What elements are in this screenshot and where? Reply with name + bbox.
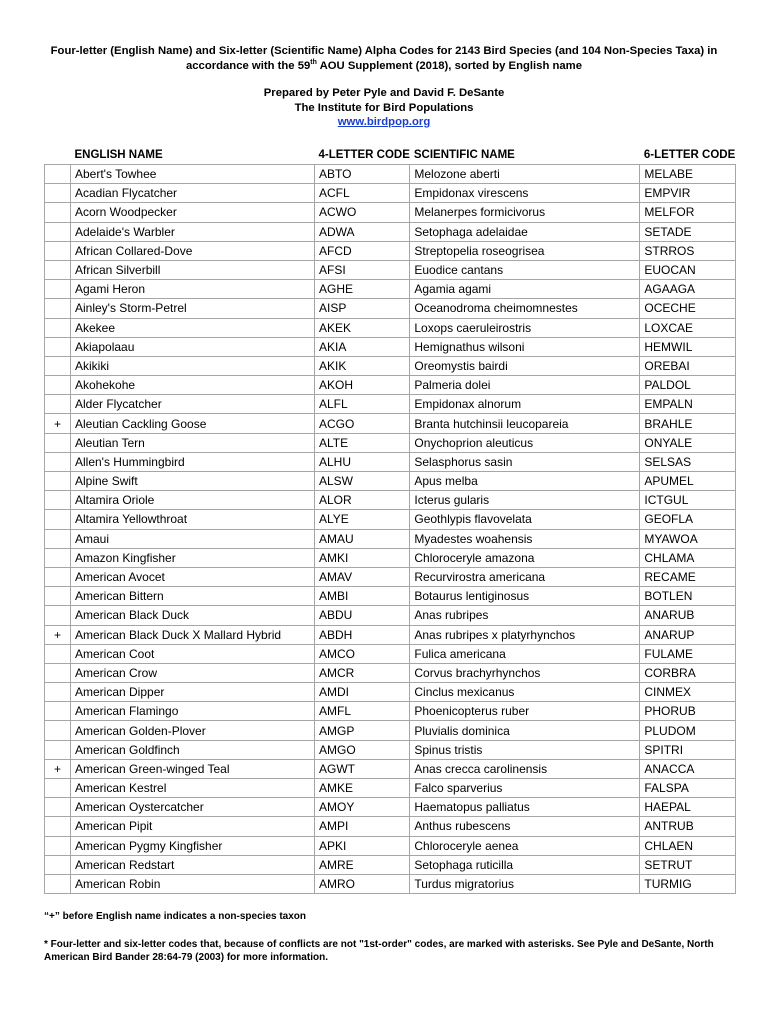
table-row	[45, 548, 736, 567]
english-name-cell: Amaui	[71, 529, 315, 548]
four-letter-code-cell: AISP	[315, 299, 410, 318]
scientific-name-cell: Botaurus lentiginosus	[410, 587, 640, 606]
four-letter-code-cell: ACFL	[315, 184, 410, 203]
footnote-nonspecies: “+” before English name indicates a non-species taxon	[44, 911, 307, 922]
row-marker	[45, 299, 71, 318]
six-letter-code-cell: ANARUP	[640, 625, 735, 644]
scientific-name-cell: Empidonax virescens	[410, 184, 640, 203]
four-letter-code-cell: AMKE	[315, 779, 410, 798]
scientific-name-cell: Anthus rubescens	[410, 817, 640, 836]
row-marker	[45, 203, 71, 222]
scientific-name-cell: Oceanodroma cheimomnestes	[410, 299, 640, 318]
table-row	[45, 683, 736, 702]
scientific-name-cell: Selasphorus sasin	[410, 452, 640, 471]
six-letter-code-cell: SETRUT	[640, 855, 735, 874]
six-letter-code-cell: PHORUB	[640, 702, 735, 721]
four-letter-code-cell: AMCO	[315, 644, 410, 663]
scientific-name-cell: Icterus gularis	[410, 491, 640, 510]
scientific-name-cell: Falco sparverius	[410, 779, 640, 798]
scientific-name-cell: Anas crecca carolinensis	[410, 759, 640, 778]
english-name-cell: Altamira Yellowthroat	[71, 510, 315, 529]
title-superscript: th	[310, 58, 317, 66]
scientific-name-cell: Branta hutchinsii leucopareia	[410, 414, 640, 433]
six-letter-code-cell: SPITRI	[640, 740, 735, 759]
english-name-cell: Acorn Woodpecker	[71, 203, 315, 222]
six-letter-code-cell: ANACCA	[640, 759, 735, 778]
four-letter-code-cell: ALSW	[315, 472, 410, 491]
row-marker	[45, 260, 71, 279]
table-row	[45, 280, 736, 299]
table-row	[45, 510, 736, 529]
table-row	[45, 740, 736, 759]
table-row	[45, 567, 736, 586]
english-name-cell: Aleutian Tern	[71, 433, 315, 452]
six-letter-code-cell: EMPALN	[640, 395, 735, 414]
column-header-english-name: ENGLISH NAME	[74, 149, 163, 161]
english-name-cell: American Black Duck	[71, 606, 315, 625]
scientific-name-cell: Turdus migratorius	[410, 874, 640, 893]
table-row	[45, 395, 736, 414]
four-letter-code-cell: AMGO	[315, 740, 410, 759]
four-letter-code-cell: ALYE	[315, 510, 410, 529]
row-marker: +	[45, 759, 71, 778]
scientific-name-cell: Loxops caeruleirostris	[410, 318, 640, 337]
website-link[interactable]: www.birdpop.org	[337, 116, 431, 128]
row-marker	[45, 855, 71, 874]
scientific-name-cell: Palmeria dolei	[410, 376, 640, 395]
english-name-cell: American Kestrel	[71, 779, 315, 798]
table-row	[45, 606, 736, 625]
table-row	[45, 721, 736, 740]
english-name-cell: African Collared-Dove	[71, 241, 315, 260]
six-letter-code-cell: PLUDOM	[640, 721, 735, 740]
scientific-name-cell: Recurvirostra americana	[410, 567, 640, 586]
english-name-cell: American Goldfinch	[71, 740, 315, 759]
six-letter-code-cell: APUMEL	[640, 472, 735, 491]
table-row	[45, 491, 736, 510]
six-letter-code-cell: OCECHE	[640, 299, 735, 318]
institute-name: The Institute for Bird Populations	[294, 101, 474, 114]
six-letter-code-cell: CHLAEN	[640, 836, 735, 855]
table-row	[45, 376, 736, 395]
table-row	[45, 855, 736, 874]
four-letter-code-cell: AGHE	[315, 280, 410, 299]
english-name-cell: American Oystercatcher	[71, 798, 315, 817]
scientific-name-cell: Anas rubripes	[410, 606, 640, 625]
english-name-cell: Akikiki	[71, 356, 315, 375]
row-marker	[45, 721, 71, 740]
scientific-name-cell: Melozone aberti	[410, 165, 640, 184]
english-name-cell: Alpine Swift	[71, 472, 315, 491]
six-letter-code-cell: SETADE	[640, 222, 735, 241]
scientific-name-cell: Agamia agami	[410, 280, 640, 299]
row-marker	[45, 510, 71, 529]
row-marker	[45, 740, 71, 759]
scientific-name-cell: Hemignathus wilsoni	[410, 337, 640, 356]
four-letter-code-cell: ABTO	[315, 165, 410, 184]
six-letter-code-cell: ANTRUB	[640, 817, 735, 836]
six-letter-code-cell: CHLAMA	[640, 548, 735, 567]
english-name-cell: American Robin	[71, 874, 315, 893]
english-name-cell: American Avocet	[71, 567, 315, 586]
row-marker	[45, 779, 71, 798]
row-marker	[45, 683, 71, 702]
table-row	[45, 203, 736, 222]
alpha-code-table	[44, 146, 736, 894]
row-marker	[45, 644, 71, 663]
six-letter-code-cell: ANARUB	[640, 606, 735, 625]
six-letter-code-cell: FALSPA	[640, 779, 735, 798]
scientific-name-cell: Fulica americana	[410, 644, 640, 663]
four-letter-code-cell: AMGP	[315, 721, 410, 740]
four-letter-code-cell: AMAV	[315, 567, 410, 586]
row-marker	[45, 184, 71, 203]
six-letter-code-cell: GEOFLA	[640, 510, 735, 529]
english-name-cell: Alder Flycatcher	[71, 395, 315, 414]
four-letter-code-cell: AMBI	[315, 587, 410, 606]
footnote-asterisk: * Four-letter and six-letter codes that, because of conflicts are not "1st-order" codes, are marked with asterisks. See Pyle and DeSante, North American Bird Bander 28:64-79 (2003) for more information.	[44, 939, 714, 963]
table-row	[45, 836, 736, 855]
four-letter-code-cell: ADWA	[315, 222, 410, 241]
table-row	[45, 414, 736, 433]
six-letter-code-cell: SELSAS	[640, 452, 735, 471]
six-letter-code-cell: PALDOL	[640, 376, 735, 395]
six-letter-code-cell: EMPVIR	[640, 184, 735, 203]
four-letter-code-cell: AKEK	[315, 318, 410, 337]
table-row	[45, 644, 736, 663]
english-name-cell: American Bittern	[71, 587, 315, 606]
english-name-cell: Abert's Towhee	[71, 165, 315, 184]
english-name-cell: Akohekohe	[71, 376, 315, 395]
table-row	[45, 433, 736, 452]
six-letter-code-cell: TURMIG	[640, 874, 735, 893]
row-marker: +	[45, 414, 71, 433]
six-letter-code-cell: ONYALE	[640, 433, 735, 452]
six-letter-code-cell: HEMWIL	[640, 337, 735, 356]
table-row	[45, 587, 736, 606]
scientific-name-cell: Anas rubripes x platyrhynchos	[410, 625, 640, 644]
four-letter-code-cell: ABDH	[315, 625, 410, 644]
six-letter-code-cell: MELABE	[640, 165, 735, 184]
table-row	[45, 663, 736, 682]
english-name-cell: Allen's Hummingbird	[71, 452, 315, 471]
english-name-cell: Ainley's Storm-Petrel	[71, 299, 315, 318]
english-name-cell: Agami Heron	[71, 280, 315, 299]
row-marker	[45, 472, 71, 491]
six-letter-code-cell: EUOCAN	[640, 260, 735, 279]
row-marker	[45, 280, 71, 299]
table-row	[45, 625, 736, 644]
english-name-cell: American Crow	[71, 663, 315, 682]
six-letter-code-cell: HAEPAL	[640, 798, 735, 817]
english-name-cell: Altamira Oriole	[71, 491, 315, 510]
scientific-name-cell: Corvus brachyrhynchos	[410, 663, 640, 682]
four-letter-code-cell: AMFL	[315, 702, 410, 721]
english-name-cell: Aleutian Cackling Goose	[71, 414, 315, 433]
table-row	[45, 241, 736, 260]
row-marker	[45, 874, 71, 893]
english-name-cell: Akiapolaau	[71, 337, 315, 356]
prepared-by: Prepared by Peter Pyle and David F. DeSante	[263, 87, 505, 99]
scientific-name-cell: Onychoprion aleuticus	[410, 433, 640, 452]
scientific-name-cell: Streptopelia roseogrisea	[410, 241, 640, 260]
four-letter-code-cell: AMOY	[315, 798, 410, 817]
row-marker	[45, 587, 71, 606]
column-header-4-letter-code: 4-LETTER CODE	[318, 149, 410, 161]
four-letter-code-cell: AMPI	[315, 817, 410, 836]
english-name-cell: American Green-winged Teal	[71, 759, 315, 778]
four-letter-code-cell: ACGO	[315, 414, 410, 433]
alpha-code-table-container	[44, 146, 736, 894]
six-letter-code-cell: OREBAI	[640, 356, 735, 375]
row-marker	[45, 241, 71, 260]
table-row	[45, 165, 736, 184]
row-marker	[45, 222, 71, 241]
table-row	[45, 472, 736, 491]
row-marker	[45, 165, 71, 184]
table-row	[45, 779, 736, 798]
four-letter-code-cell: AKIK	[315, 356, 410, 375]
four-letter-code-cell: AMRE	[315, 855, 410, 874]
row-marker	[45, 798, 71, 817]
english-name-cell: American Redstart	[71, 855, 315, 874]
table-row	[45, 260, 736, 279]
scientific-name-cell: Setophaga ruticilla	[410, 855, 640, 874]
row-marker: +	[45, 625, 71, 644]
english-name-cell: Amazon Kingfisher	[71, 548, 315, 567]
english-name-cell: American Pygmy Kingfisher	[71, 836, 315, 855]
table-header-row	[45, 146, 736, 165]
row-marker	[45, 356, 71, 375]
six-letter-code-cell: BRAHLE	[640, 414, 735, 433]
four-letter-code-cell: AMCR	[315, 663, 410, 682]
six-letter-code-cell: MELFOR	[640, 203, 735, 222]
six-letter-code-cell: BOTLEN	[640, 587, 735, 606]
row-marker	[45, 529, 71, 548]
row-marker	[45, 337, 71, 356]
six-letter-code-cell: ICTGUL	[640, 491, 735, 510]
scientific-name-cell: Oreomystis bairdi	[410, 356, 640, 375]
english-name-cell: American Coot	[71, 644, 315, 663]
scientific-name-cell: Pluvialis dominica	[410, 721, 640, 740]
table-row	[45, 702, 736, 721]
scientific-name-cell: Setophaga adelaidae	[410, 222, 640, 241]
english-name-cell: American Dipper	[71, 683, 315, 702]
english-name-cell: Akekee	[71, 318, 315, 337]
row-marker	[45, 318, 71, 337]
table-row	[45, 356, 736, 375]
table-row	[45, 817, 736, 836]
four-letter-code-cell: AMKI	[315, 548, 410, 567]
scientific-name-cell: Apus melba	[410, 472, 640, 491]
four-letter-code-cell: AMDI	[315, 683, 410, 702]
english-name-cell: Adelaide's Warbler	[71, 222, 315, 241]
six-letter-code-cell: STRROS	[640, 241, 735, 260]
four-letter-code-cell: AKIA	[315, 337, 410, 356]
four-letter-code-cell: AMAU	[315, 529, 410, 548]
table-row	[45, 529, 736, 548]
column-header-scientific-name: SCIENTIFIC NAME	[413, 149, 515, 161]
four-letter-code-cell: AFCD	[315, 241, 410, 260]
scientific-name-cell: Geothlypis flavovelata	[410, 510, 640, 529]
table-row	[45, 798, 736, 817]
six-letter-code-cell: CORBRA	[640, 663, 735, 682]
scientific-name-cell: Chloroceryle amazona	[410, 548, 640, 567]
row-marker	[45, 376, 71, 395]
scientific-name-cell: Spinus tristis	[410, 740, 640, 759]
english-name-cell: African Silverbill	[71, 260, 315, 279]
table-row	[45, 337, 736, 356]
title-text-part1: Four-letter (English Name) and Six-letter (Scientific Name) Alpha Codes for 2143 Bird Species (and 104 Non-Species Taxa) in accordance with the 59	[50, 45, 718, 72]
scientific-name-cell: Myadestes woahensis	[410, 529, 640, 548]
english-name-cell: American Golden-Plover	[71, 721, 315, 740]
scientific-name-cell: Melanerpes formicivorus	[410, 203, 640, 222]
row-marker	[45, 567, 71, 586]
scientific-name-cell: Cinclus mexicanus	[410, 683, 640, 702]
four-letter-code-cell: ALOR	[315, 491, 410, 510]
scientific-name-cell: Phoenicopterus ruber	[410, 702, 640, 721]
four-letter-code-cell: ALFL	[315, 395, 410, 414]
english-name-cell: Acadian Flycatcher	[71, 184, 315, 203]
six-letter-code-cell: RECAME	[640, 567, 735, 586]
scientific-name-cell: Chloroceryle aenea	[410, 836, 640, 855]
row-marker	[45, 817, 71, 836]
row-marker	[45, 452, 71, 471]
table-row	[45, 874, 736, 893]
row-marker	[45, 606, 71, 625]
scientific-name-cell: Haematopus palliatus	[410, 798, 640, 817]
six-letter-code-cell: AGAAGA	[640, 280, 735, 299]
six-letter-code-cell: MYAWOA	[640, 529, 735, 548]
four-letter-code-cell: AKOH	[315, 376, 410, 395]
four-letter-code-cell: AGWT	[315, 759, 410, 778]
table-row	[45, 184, 736, 203]
four-letter-code-cell: AFSI	[315, 260, 410, 279]
four-letter-code-cell: AMRO	[315, 874, 410, 893]
row-marker	[45, 395, 71, 414]
four-letter-code-cell: APKI	[315, 836, 410, 855]
title-text-part2: AOU Supplement (2018), sorted by English name	[316, 59, 583, 72]
four-letter-code-cell: ALTE	[315, 433, 410, 452]
six-letter-code-cell: FULAME	[640, 644, 735, 663]
row-marker	[45, 836, 71, 855]
scientific-name-cell: Empidonax alnorum	[410, 395, 640, 414]
table-row	[45, 222, 736, 241]
english-name-cell: American Black Duck X Mallard Hybrid	[71, 625, 315, 644]
english-name-cell: American Pipit	[71, 817, 315, 836]
table-body	[45, 165, 736, 894]
row-marker	[45, 548, 71, 567]
document-header	[40, 44, 728, 130]
document-title	[40, 44, 728, 73]
table-row	[45, 452, 736, 471]
column-header-6-letter-code: 6-LETTER CODE	[643, 149, 736, 161]
table-row	[45, 759, 736, 778]
scientific-name-cell: Euodice cantans	[410, 260, 640, 279]
four-letter-code-cell: ALHU	[315, 452, 410, 471]
six-letter-code-cell: CINMEX	[640, 683, 735, 702]
four-letter-code-cell: ABDU	[315, 606, 410, 625]
english-name-cell: American Flamingo	[71, 702, 315, 721]
column-header-marker	[45, 146, 71, 165]
row-marker	[45, 702, 71, 721]
row-marker	[45, 663, 71, 682]
four-letter-code-cell: ACWO	[315, 203, 410, 222]
row-marker	[45, 433, 71, 452]
table-row	[45, 318, 736, 337]
table-row	[45, 299, 736, 318]
row-marker	[45, 491, 71, 510]
six-letter-code-cell: LOXCAE	[640, 318, 735, 337]
